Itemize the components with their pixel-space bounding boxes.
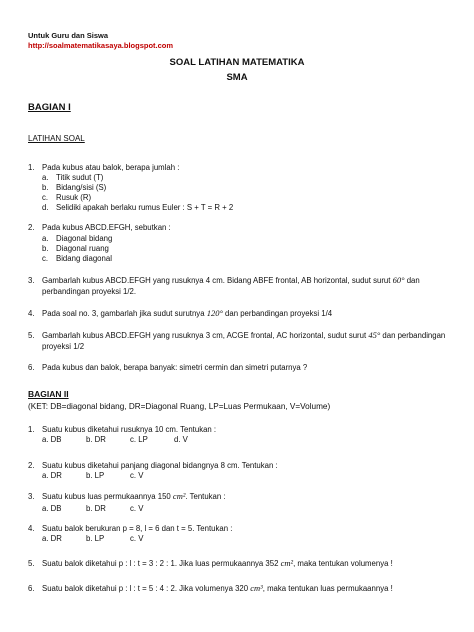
question-1-1	[28, 162, 458, 224]
question-number: 1.	[28, 425, 35, 434]
header-url-link[interactable]: http://soalmatematikasaya.blogspot.com	[28, 41, 174, 50]
question-2-2	[28, 460, 458, 484]
option: a. DR	[42, 471, 62, 480]
question-text-line-2: perbandingan proyeksi 1/2.	[42, 287, 137, 296]
question-2-6	[28, 583, 468, 595]
question-text: Suatu kubus diketahui panjang diagonal bidangnya 8 cm. Tentukan :	[42, 461, 278, 470]
option: b. LP	[86, 534, 105, 543]
answer-options	[42, 434, 218, 445]
section-heading-bagian-1: BAGIAN I	[28, 102, 71, 113]
option: b. LP	[86, 471, 105, 480]
list-item: b. Diagonal ruang	[42, 244, 109, 253]
question-2-4	[28, 523, 458, 547]
option: b. DR	[86, 435, 106, 444]
list-item: a. Titik sudut (T)	[42, 173, 104, 182]
question-number: 3.	[28, 276, 35, 285]
angle-value: 45°	[368, 330, 381, 340]
question-number: 5.	[28, 331, 35, 340]
option: c. V	[130, 504, 144, 513]
question-number: 4.	[28, 309, 35, 318]
question-text: Pada kubus dan balok, berapa banyak: simetri cermin dan simetri putarnya ?	[42, 363, 308, 372]
question-text: Suatu balok diketahui p : l : t = 3 : 2 : 1. Jika luas permukaannya 352 cm², maka tentukan volumenya !	[42, 558, 393, 568]
question-number: 5.	[28, 559, 35, 568]
question-text: Pada soal no. 3, gambarlah jika sudut surutnya 120° dan perbandingan proyeksi 1/4	[42, 308, 333, 318]
question-text: Gambarlah kubus ABCD.EFGH yang rusuknya 3 cm, ACGE frontal, AC horizontal, sudut surut 45° dan perbandingan	[42, 330, 446, 340]
option: d. V	[174, 435, 188, 444]
question-1-6	[28, 362, 458, 374]
option: a. DB	[42, 435, 62, 444]
question-2-3	[28, 491, 458, 515]
question-text: Suatu kubus diketahui rusuknya 10 cm. Tentukan :	[42, 425, 217, 434]
question-1-4	[28, 308, 458, 320]
question-text: Pada kubus atau balok, berapa jumlah :	[42, 163, 180, 172]
option: a. DB	[42, 504, 62, 513]
option: c. V	[130, 534, 144, 543]
page-title: SOAL LATIHAN MATEMATIKA	[169, 57, 305, 68]
option: c. V	[130, 471, 144, 480]
header-caption: Untuk Guru dan Siswa	[28, 31, 109, 40]
question-text: Gambarlah kubus ABCD.EFGH yang rusuknya 4 cm. Bidang ABFE frontal, AB horizontal, sudut surut 60° dan	[42, 275, 420, 285]
list-item: c. Bidang diagonal	[42, 254, 112, 263]
legend-note: (KET: DB=diagonal bidang, DR=Diagonal Ruang, LP=Luas Permukaan, V=Volume)	[28, 402, 331, 411]
question-text: Suatu kubus luas permukaannya 150 cm². Tentukan :	[42, 491, 226, 501]
question-text: Suatu balok diketahui p : l : t = 5 : 4 : 2. Jika volumenya 320 cm³, maka tentukan luas permukaannya !	[42, 583, 393, 593]
question-1-5	[28, 330, 458, 354]
angle-value: 120°	[206, 308, 223, 318]
subsection-heading-latihan-soal: LATIHAN SOAL	[28, 134, 85, 143]
question-text-line-2: proyeksi 1/2	[42, 342, 85, 351]
answer-options	[42, 470, 174, 481]
option: c. LP	[130, 435, 148, 444]
list-item: d. Selidiki apakah berlaku rumus Euler : S + T = R + 2	[42, 203, 234, 212]
question-2-1	[28, 424, 458, 448]
question-number: 1.	[28, 163, 35, 172]
option: b. DR	[86, 504, 106, 513]
question-number: 4.	[28, 524, 35, 533]
question-1-3	[28, 275, 458, 299]
question-number: 2.	[28, 461, 35, 470]
list-item: c. Rusuk (R)	[42, 193, 92, 202]
page-subtitle: SMA	[226, 72, 248, 83]
angle-value: 60°	[392, 275, 405, 285]
question-number: 6.	[28, 363, 35, 372]
unit: cm²	[280, 558, 294, 568]
unit: cm³	[250, 583, 263, 593]
list-item: a. Diagonal bidang	[42, 234, 113, 243]
answer-options	[42, 533, 174, 544]
question-number: 3.	[28, 492, 35, 501]
section-heading-bagian-2: BAGIAN II	[28, 389, 69, 399]
unit: cm²	[172, 491, 186, 501]
question-1-2	[28, 222, 458, 264]
question-text: Pada kubus ABCD.EFGH, sebutkan :	[42, 223, 171, 232]
list-item: b. Bidang/sisi (S)	[42, 183, 107, 192]
question-number: 2.	[28, 223, 35, 232]
question-text: Suatu balok berukuran p = 8, l = 6 dan t = 5. Tentukan :	[42, 524, 233, 533]
option: a. DR	[42, 534, 62, 543]
question-number: 6.	[28, 584, 35, 593]
question-2-5	[28, 558, 468, 570]
answer-options	[42, 503, 174, 514]
